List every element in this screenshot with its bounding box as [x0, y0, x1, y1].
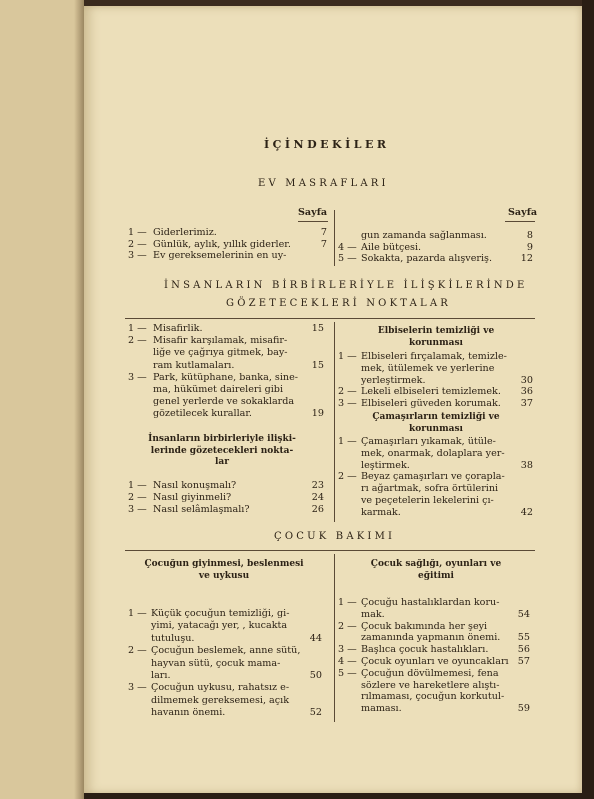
- entry-text: mak.: [361, 608, 385, 620]
- entry-text: Sokakta, pazarda alışveriş.: [361, 253, 493, 264]
- entry-text: Nasıl selâmlaşmalı?: [153, 503, 250, 515]
- facing-page-edge: [0, 0, 84, 799]
- entry-text: hayvan sütü, çocuk mama-: [151, 657, 281, 669]
- entry-text: Çocuğu hastalıklardan koru-: [361, 597, 500, 608]
- subheading-line: Çamaşırların temizliği ve: [372, 412, 500, 422]
- entry-number: 5 —: [338, 253, 357, 264]
- section-rule-cocuk: [125, 550, 535, 551]
- entry-page-number: 23: [311, 480, 324, 491]
- subheading-line: ve uykusu: [198, 570, 250, 581]
- entry-text: Çocuk bakımında her şeyi: [361, 620, 488, 632]
- entry-number: 2 —: [128, 491, 147, 503]
- entry-text: Çocuğun uykusu, rahatsız e-: [151, 682, 290, 694]
- entry-text: gözetilecek kurallar.: [153, 408, 252, 420]
- entry-page-number: 37: [520, 398, 533, 410]
- entry-number: 4 —: [338, 241, 357, 253]
- entry-number: 5 —: [338, 667, 357, 679]
- entry-text: leştirmek.: [361, 459, 410, 471]
- entry-text: Çocuk oyunları ve oyuncakları: [361, 656, 509, 667]
- entry-number: 3 —: [338, 398, 357, 410]
- entry-number: 2 —: [128, 335, 147, 347]
- entry-page-number: 7: [320, 227, 327, 238]
- section-rule-insan: [125, 318, 535, 319]
- entry-page-number: 26: [311, 503, 324, 515]
- entry-page-number: 12: [520, 253, 533, 264]
- entry-text: maması.: [361, 703, 402, 715]
- entry-text: sözlere ve hareketlere alıştı-: [361, 679, 500, 691]
- entry-text: ları.: [151, 670, 171, 681]
- right-dark-edge: [582, 0, 594, 799]
- entry-text: Nasıl konuşmalı?: [153, 480, 237, 491]
- column-divider-ev: [334, 210, 335, 266]
- entry-number: 3 —: [128, 371, 147, 383]
- bottom-dark-edge: [84, 793, 594, 799]
- subheading-line: lar: [215, 457, 229, 467]
- entry-page-number: 44: [309, 632, 322, 644]
- entry-text: Giderlerimiz.: [153, 227, 217, 238]
- entry-text: Günlük, aylık, yıllık giderler.: [153, 238, 291, 250]
- entry-number: 1 —: [128, 227, 147, 238]
- entry-text: rı ağartmak, sofra örtülerini: [361, 483, 499, 495]
- entry-text: Elbiseleri fırçalamak, temizle-: [361, 351, 507, 362]
- entry-text: Çamaşırları yıkamak, ütüle-: [361, 436, 496, 447]
- entry-text: Misafirlik.: [153, 323, 203, 334]
- entry-page-number: 56: [517, 644, 530, 656]
- entry-number: 2 —: [338, 620, 357, 632]
- entry-text: Aile bütçesi.: [361, 241, 422, 253]
- entry-page-number: 24: [311, 491, 324, 503]
- entry-text: ve peçetelerin lekelerini çı-: [361, 495, 494, 506]
- entry-text: Nasıl giyinmeli?: [153, 491, 232, 503]
- entry-text: zamanında yapmanın önemi.: [361, 632, 501, 644]
- subheading-line: korunması: [409, 423, 463, 434]
- entry-number: 1 —: [338, 597, 357, 608]
- entry-text: rılmaması, çocuğun korkutul-: [361, 691, 505, 703]
- subheading-line: Çocuk sağlığı, oyunları ve: [370, 559, 502, 569]
- entry-number: 1 —: [128, 608, 147, 619]
- entry-text: Ev gereksemelerinin en uy-: [153, 250, 287, 261]
- entry-page-number: 59: [517, 703, 530, 715]
- entry-page-number: 52: [309, 707, 322, 719]
- entry-number: 2 —: [338, 386, 357, 398]
- section-heading-insanlarin-2: GÖZETECEKLERİ NOKTALAR: [226, 298, 451, 309]
- entry-number: 3 —: [338, 644, 357, 656]
- entry-number: 1 —: [338, 351, 357, 362]
- entry-page-number: 15: [311, 359, 324, 371]
- sayfa-label-right: Sayfa: [508, 207, 538, 218]
- subheading-line: Çocuğun giyinmesi, beslenmesi: [144, 559, 304, 569]
- entry-page-number: 7: [320, 238, 327, 250]
- entry-number: 3 —: [128, 250, 147, 261]
- subheading-line: İnsanların birbirleriyle ilişki-: [148, 434, 296, 444]
- entry-text: gun zamanda sağlanması.: [361, 230, 487, 241]
- entry-text: Misafir karşılamak, misafir-: [153, 335, 288, 347]
- subheading-line: eğitimi: [418, 570, 454, 581]
- entry-page-number: 38: [520, 459, 533, 471]
- entry-page-number: 36: [520, 386, 533, 398]
- section-heading-cocuk-bakimi: ÇOCUK BAKIMI: [274, 531, 396, 542]
- entry-text: karmak.: [361, 506, 401, 518]
- entry-text: liğe ve çağrıya gitmek, bay-: [153, 347, 288, 359]
- entry-number: 1 —: [338, 436, 357, 447]
- entry-page-number: 50: [309, 670, 322, 681]
- entry-number: 2 —: [128, 645, 147, 657]
- entry-text: dilmemek gereksemesi, açık: [151, 694, 290, 706]
- entry-page-number: 57: [517, 656, 530, 667]
- entry-page-number: 55: [517, 632, 530, 644]
- subheading-line: Elbiselerin temizliği ve: [377, 326, 495, 336]
- entry-number: 1 —: [128, 323, 147, 334]
- entry-text: tutuluşu.: [151, 632, 195, 644]
- sayfa-label-left: Sayfa: [298, 207, 328, 218]
- entry-number: 4 —: [338, 656, 357, 667]
- entry-text: Küçük çocuğun temizliği, gi-: [151, 608, 290, 619]
- subheading-line: korunması: [409, 337, 463, 348]
- entry-text: yimi, yatacağı yer, , kucakta: [151, 620, 288, 632]
- entry-text: yerleştirmek.: [361, 374, 426, 386]
- entry-text: Çocuğun dövülmemesi, fena: [361, 667, 499, 679]
- entry-text: Başlıca çocuk hastalıkları.: [361, 644, 489, 656]
- entry-number: 2 —: [338, 471, 357, 483]
- entry-text: genel yerlerde ve sokaklarda: [153, 396, 295, 408]
- entry-page-number: 19: [311, 408, 324, 420]
- entry-page-number: 15: [311, 323, 324, 334]
- column-divider-insan: [334, 322, 335, 522]
- subheading-line: lerinde gözetecekleri nokta-: [150, 445, 294, 456]
- column-divider-cocuk: [334, 554, 335, 722]
- entry-number: 3 —: [128, 682, 147, 694]
- sayfa-rule-right: [505, 221, 535, 222]
- entry-page-number: 8: [526, 230, 533, 241]
- entry-page-number: 9: [526, 241, 533, 253]
- entry-text: ram kutlamaları.: [153, 359, 235, 371]
- section-heading-ev-masraflari: EV MASRAFLARI: [258, 178, 389, 189]
- entry-page-number: 30: [520, 374, 533, 386]
- page-title: İÇİNDEKİLER: [264, 138, 390, 151]
- entry-text: havanın önemi.: [151, 707, 226, 719]
- entry-number: 2 —: [128, 238, 147, 250]
- entry-text: Park, kütüphane, banka, sine-: [153, 371, 299, 383]
- entry-text: mek, ütülemek ve yerlerine: [361, 362, 495, 374]
- entry-text: Çocuğun beslemek, anne sütü,: [151, 645, 301, 657]
- entry-text: Beyaz çamaşırları ve çorapla-: [361, 471, 505, 483]
- section-heading-insanlarin-1: İNSANLARIN BİRBİRLERİYLE İLİŞKİLERİNDE: [164, 280, 528, 291]
- entry-text: Elbiseleri güveden korumak.: [361, 398, 501, 410]
- entry-number: 3 —: [128, 503, 147, 515]
- entry-number: 1 —: [128, 480, 147, 491]
- entry-text: mek, onarmak, dolaplara yer-: [361, 447, 505, 459]
- sayfa-rule-left: [298, 221, 328, 222]
- entry-text: ma, hükümet daireleri gibi: [153, 384, 284, 395]
- entry-page-number: 42: [520, 506, 533, 518]
- entry-page-number: 54: [517, 608, 530, 620]
- entry-text: Lekeli elbiseleri temizlemek.: [361, 386, 501, 398]
